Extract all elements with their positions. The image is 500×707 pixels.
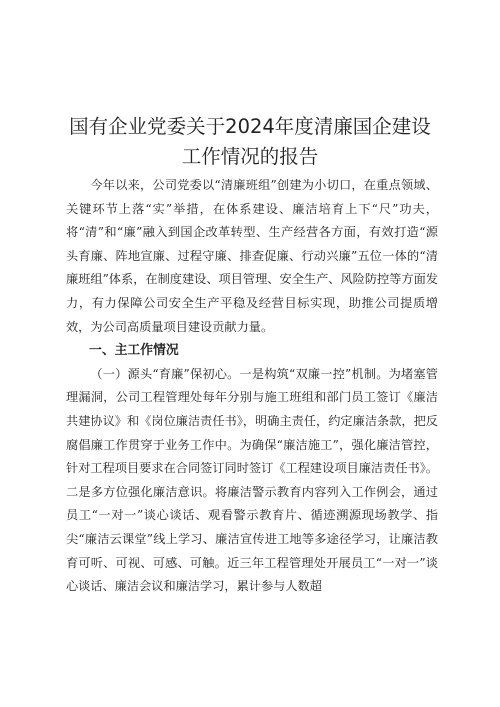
section-paragraph: （一）源头“育廉”保初心。一是构筑“双廉一控”机制。为堵塞管理漏洞，公司工程管理处每年分别与施工班组和部门员工签订《廉洁共建协议》和《岗位廉洁责任书》，明确主责任，约定廉洁条款，把反腐倡廉工作贯穿于业务工作中。为确保“廉洁施工”，强化廉洁管控，针对工程项目要求在合同签订同时签订《工程建设项目廉洁责任书》。二是多方位强化廉洁意识。将廉洁警示教育内容列入工作例会，通过员工“一对一”谈心谈话、观看警示教育片、循迹溯源现场教学、指尖“廉洁云课堂”线上学习、廉洁宣传进工地等多途径学习，让廉洁教育可听、可视、可感、可触。近三年工程管理处开展员工“一对一”谈心谈话、廉洁会议和廉洁学习，累计参与人数超 xyxy=(66,366,438,594)
document-body xyxy=(66,174,438,599)
intro-paragraph: 今年以来，公司党委以“清廉班组”创建为小切口，在重点领域、关键环节上落“实”举措，在体系建设、廉洁培育上下“尺”功夫，将“清”和“廉”融入到国企改革转型、生产经营各方面，有效打造“源头育廉、阵地宣廉、过程守廉、排查促廉、行动兴廉”五位一体的“清廉班组”体系，在制度建设、项目管理、安全生产、风险防控等方面发力，有力保障公司安全生产平稳及经营目标实现，助推公司提质增效，为公司高质量项目建设贡献力量。 xyxy=(66,178,438,334)
section-heading: 一、主工作情况 xyxy=(89,343,179,359)
document-title: 国有企业党委关于2024年度清廉国企建设工作情况的报告 xyxy=(69,115,431,168)
